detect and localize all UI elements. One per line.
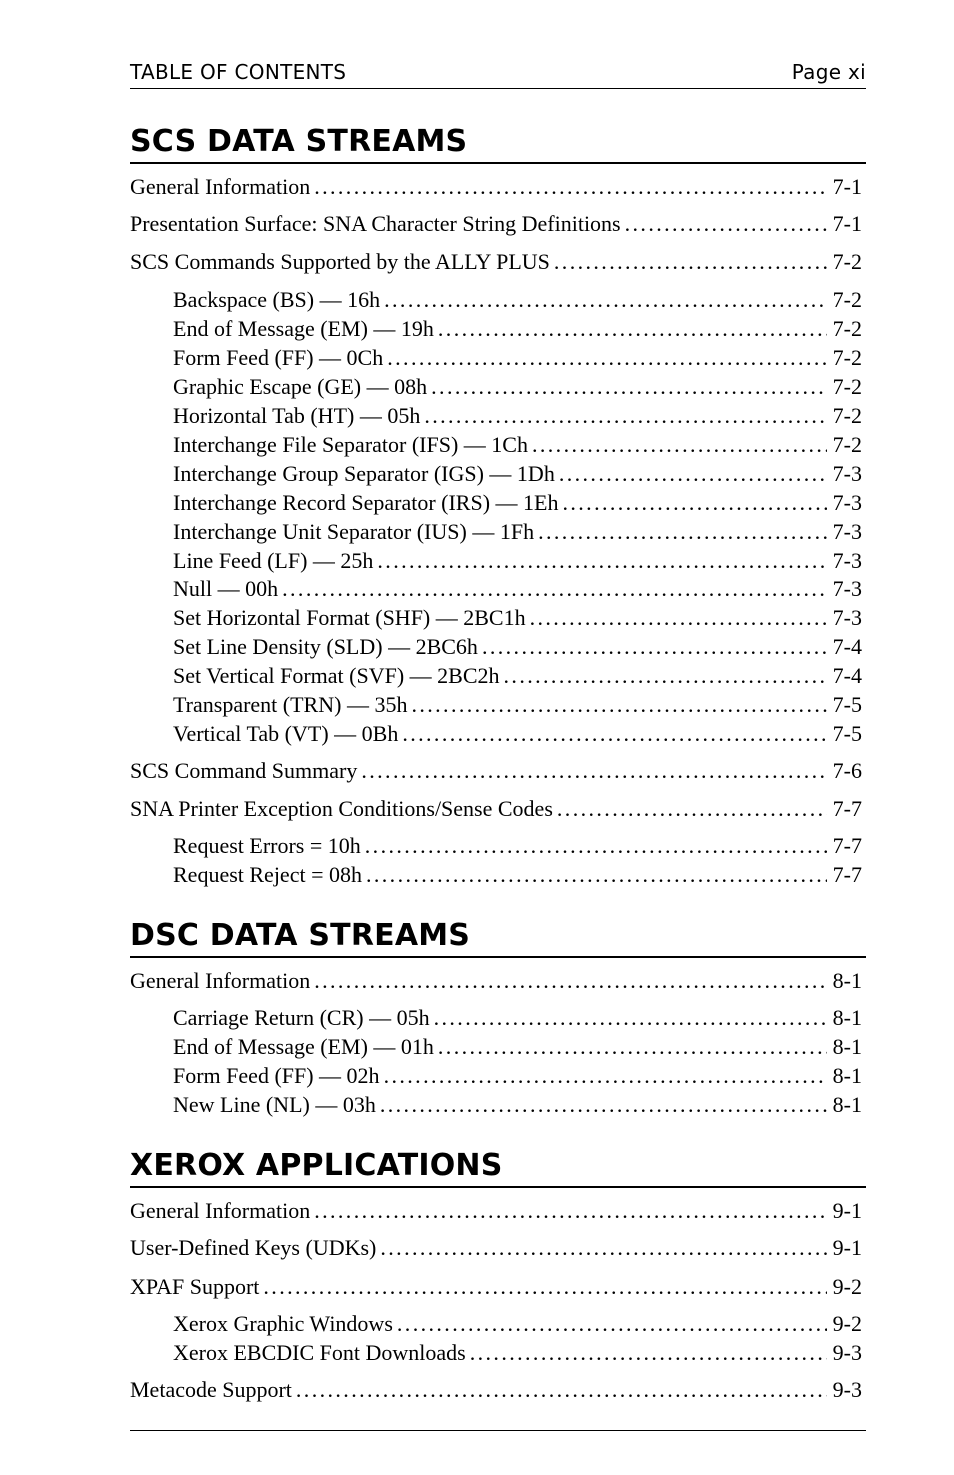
toc-entry-page: 7-2 [832,316,862,341]
dot-leader [434,1003,827,1032]
toc-entry-title: Set Horizontal Format (SHF) — 2BC1h [173,605,526,630]
toc-entry[interactable] [173,1003,862,1032]
toc-entry-page: 7-5 [832,692,862,717]
dot-leader [431,372,827,401]
toc-entry-title: Vertical Tab (VT) — 0Bh [173,721,399,746]
section-heading: XEROX APPLICATIONS [130,1148,503,1183]
toc-entry-page: 7-2 [832,432,862,457]
dot-leader [504,661,827,690]
toc-entry-page: 7-3 [832,519,862,544]
toc-entry[interactable] [173,860,862,889]
toc-entry-page: 8-1 [832,1092,862,1117]
dot-leader [532,430,827,459]
toc-entry-title: Form Feed (FF) — 0Ch [173,345,384,370]
toc-entry[interactable] [130,1272,862,1301]
dot-leader [562,488,826,517]
toc-entry-page: 7-2 [832,287,862,312]
toc-entry[interactable] [130,794,862,823]
toc-entry[interactable] [173,1032,862,1061]
toc-entry-page: 7-3 [832,490,862,515]
section-scs-data-streams [130,124,866,887]
dot-leader [384,285,827,314]
dot-leader [387,343,826,372]
toc-entry-title: Transparent (TRN) — 35h [173,692,408,717]
toc-entry-title: Form Feed (FF) — 02h [173,1063,380,1088]
toc-entry-title: SCS Commands Supported by the ALLY PLUS [130,249,550,274]
toc-entry-page: 7-7 [832,862,862,887]
dot-leader [361,756,826,785]
section-rule [130,1186,866,1188]
toc-entry-title: XPAF Support [130,1274,260,1299]
dot-leader [424,401,826,430]
toc-entry[interactable] [130,756,862,785]
toc-entry[interactable] [173,430,862,459]
toc-entry-title: Set Line Density (SLD) — 2BC6h [173,634,478,659]
toc-entry-page: 7-4 [832,634,862,659]
toc-entry[interactable] [173,372,862,401]
toc-entry[interactable] [173,517,862,546]
dot-leader [380,1090,827,1119]
toc-entry-title: Horizontal Tab (HT) — 05h [173,403,421,428]
toc-entry-page: 9-3 [832,1340,862,1365]
toc-entry[interactable] [130,1196,862,1225]
toc-entry-title: Request Reject = 08h [173,862,362,887]
dot-leader [263,1272,826,1301]
toc-entry-title: Interchange Record Separator (IRS) — 1Eh [173,490,559,515]
page-number: Page xi [791,60,866,84]
dot-leader [314,172,826,201]
toc-entry-title: Xerox Graphic Windows [173,1311,393,1336]
toc-entry[interactable] [173,632,862,661]
toc-entry-page: 7-1 [832,174,862,199]
dot-leader [482,632,827,661]
toc-entry-title: Metacode Support [130,1377,292,1402]
section-heading: DSC DATA STREAMS [130,918,471,953]
toc-entry-page: 8-1 [832,1063,862,1088]
dot-leader [438,1032,827,1061]
dot-leader [411,690,826,719]
toc-entry[interactable] [130,209,862,238]
toc-entry[interactable] [173,546,862,575]
toc-entry-page: 9-1 [832,1235,862,1260]
running-header [130,60,866,89]
toc-entry-title: Interchange Group Separator (IGS) — 1Dh [173,461,555,486]
toc-entry-title: Presentation Surface: SNA Character String Definitions [130,211,621,236]
dot-leader [530,603,827,632]
toc-entry[interactable] [173,1090,862,1119]
dot-leader [559,459,827,488]
toc-entry-page: 7-1 [832,211,862,236]
toc-entry-title: General Information [130,1198,311,1223]
toc-entry-page: 7-2 [832,374,862,399]
toc-entry-page: 7-4 [832,663,862,688]
section-xerox-applications [130,1148,866,1402]
toc-entry-title: Null — 00h [173,576,279,601]
dot-leader [625,209,827,238]
toc-entry[interactable] [173,603,862,632]
toc-entry-page: 9-3 [832,1377,862,1402]
toc-entry-title: End of Message (EM) — 19h [173,316,434,341]
toc-entry-title: SCS Command Summary [130,758,358,783]
toc-entry[interactable] [173,285,862,314]
dot-leader [314,1196,826,1225]
toc-entry[interactable] [173,401,862,430]
toc-entry[interactable] [173,459,862,488]
toc-entry-page: 7-7 [832,833,862,858]
toc-entry[interactable] [173,488,862,517]
toc-entry[interactable] [173,343,862,372]
toc-entry-title: Set Vertical Format (SVF) — 2BC2h [173,663,500,688]
toc-entry-title: Xerox EBCDIC Font Downloads [173,1340,466,1365]
toc-entry-page: 7-3 [832,548,862,573]
dot-leader [557,794,827,823]
toc-entry-title: Request Errors = 10h [173,833,361,858]
toc-entry-page: 8-1 [832,968,862,993]
toc-entry-page: 7-5 [832,721,862,746]
section-rule [130,162,866,164]
toc-entry[interactable] [130,1375,862,1404]
toc-entry-page: 8-1 [832,1005,862,1030]
dot-leader [538,517,827,546]
dot-leader [402,719,826,748]
toc-entry-title: Interchange File Separator (IFS) — 1Ch [173,432,528,457]
dot-leader [314,966,826,995]
toc-entry-page: 9-1 [832,1198,862,1223]
toc-entry-page: 7-2 [832,403,862,428]
toc-entry-page: 7-2 [832,345,862,370]
dot-leader [377,546,826,575]
toc-entry-page: 8-1 [832,1034,862,1059]
toc-entry[interactable] [173,1061,862,1090]
section-heading: SCS DATA STREAMS [130,124,468,159]
toc-entry-page: 9-2 [832,1311,862,1336]
toc-entry-page: 7-2 [832,249,862,274]
dot-leader [380,1233,826,1262]
dot-leader [397,1309,827,1338]
toc-entry[interactable] [173,690,862,719]
toc-entry-title: General Information [130,174,311,199]
toc-entry-page: 9-2 [832,1274,862,1299]
toc-entry-title: User-Defined Keys (UDKs) [130,1235,377,1260]
toc-entry-title: Carriage Return (CR) — 05h [173,1005,430,1030]
toc-entry[interactable] [173,1309,862,1338]
toc-entry-title: New Line (NL) — 03h [173,1092,376,1117]
dot-leader [554,247,827,276]
dot-leader [296,1375,827,1404]
dot-leader [470,1338,827,1367]
toc-entry-title: Backspace (BS) — 16h [173,287,381,312]
toc-entry[interactable] [130,247,862,276]
toc-entry-page: 7-7 [832,796,862,821]
toc-entry-page: 7-3 [832,576,862,601]
dot-leader [365,831,827,860]
toc-entry-page: 7-6 [832,758,862,783]
footer-rule [130,1430,866,1431]
toc-entry[interactable] [173,719,862,748]
section-rule [130,956,866,958]
toc-entry[interactable] [130,172,862,201]
toc-entry[interactable] [130,1233,862,1262]
toc-entry[interactable] [173,574,862,603]
toc-entry[interactable] [130,966,862,995]
dot-leader [438,314,827,343]
toc-entry-page: 7-3 [832,605,862,630]
dot-leader [366,860,827,889]
toc-entry-title: Graphic Escape (GE) — 08h [173,374,428,399]
toc-entry[interactable] [173,831,862,860]
toc-entry-title: General Information [130,968,311,993]
toc-entry[interactable] [173,661,862,690]
toc-entry[interactable] [173,1338,862,1367]
header-title: TABLE OF CONTENTS [130,60,347,84]
toc-entry-title: End of Message (EM) — 01h [173,1034,434,1059]
dot-leader [384,1061,827,1090]
section-dsc-data-streams [130,918,866,1117]
toc-entry[interactable] [173,314,862,343]
toc-entry-title: SNA Printer Exception Conditions/Sense Codes [130,796,553,821]
toc-entry-page: 7-3 [832,461,862,486]
toc-entry-title: Line Feed (LF) — 25h [173,548,374,573]
toc-entry-title: Interchange Unit Separator (IUS) — 1Fh [173,519,535,544]
dot-leader [282,574,827,603]
